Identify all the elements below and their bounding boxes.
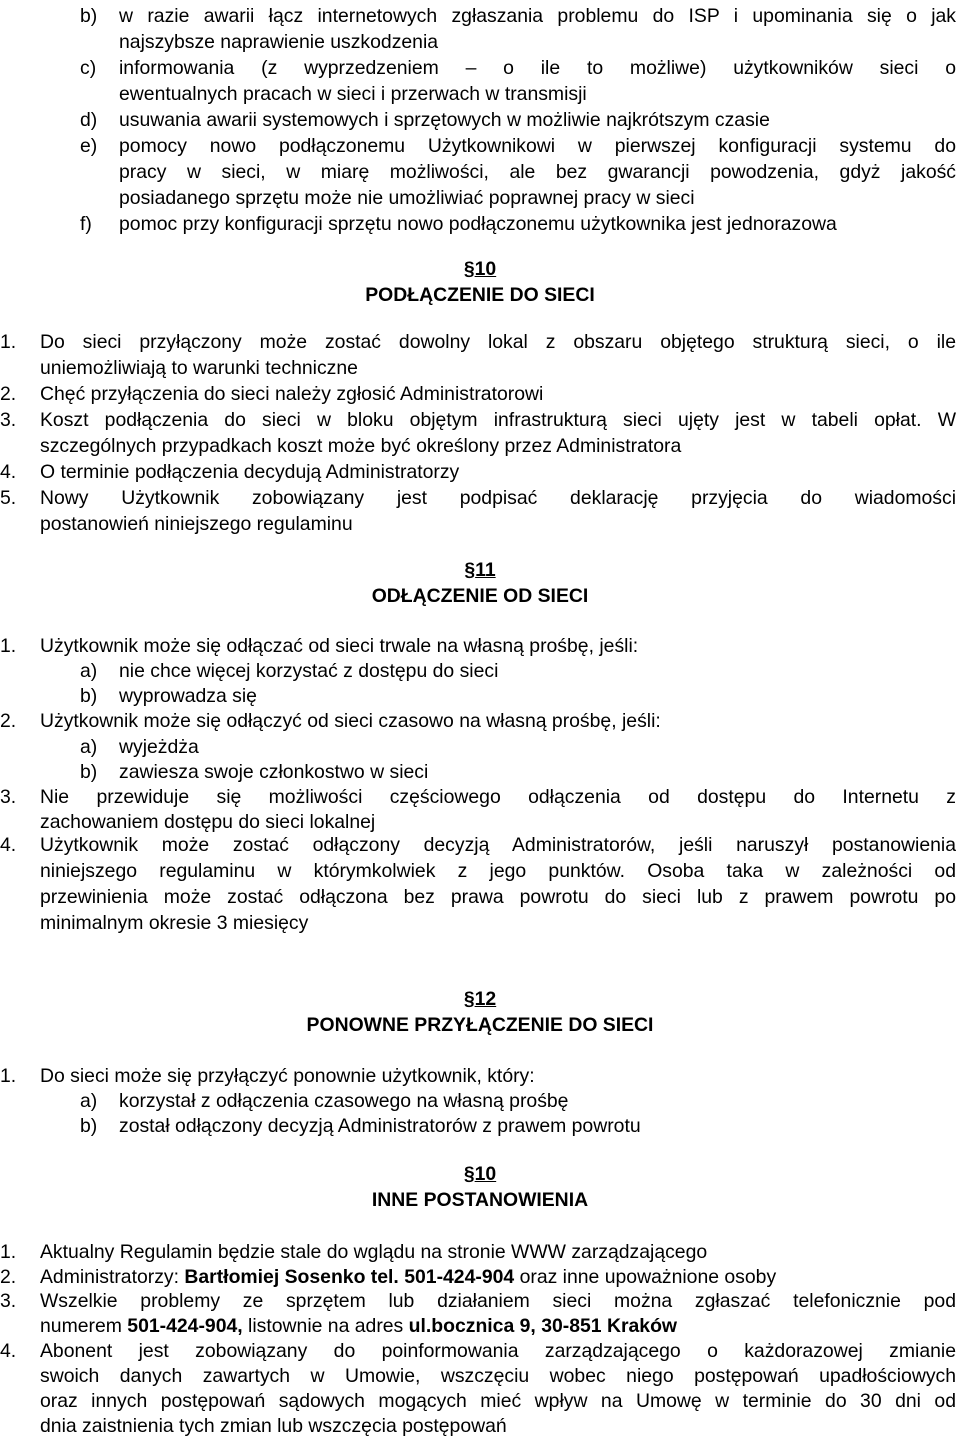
list-marker: 1. (0, 635, 17, 657)
list-marker: 3. (0, 409, 17, 431)
section-number-value: 10 (474, 258, 497, 280)
list-item-text: Nowy Użytkownik zobowiązany jest podpisać deklarację przyjęcia do wiadomości (40, 487, 956, 509)
list-item-text: usuwania awarii systemowych i sprzętowych w możliwie najkrótszym czasie (119, 109, 770, 131)
section-title: ODŁĄCZENIE OD SIECI (371, 585, 589, 607)
list-item-text: ewentualnych pracach w sieci i przerwach w transmisji (119, 83, 587, 105)
list-item-text: posiadanego sprzętu może nie umożliwiać poprawnej pracy w sieci (119, 187, 695, 209)
list-item-text: Do sieci przyłączony może zostać dowolny lokal z obszaru objętego strukturą sieci, o ile (40, 331, 956, 353)
list-item-text (40, 1313, 677, 1339)
list-item-text: Wszelkie problemy ze sprzętem lub działaniem sieci można zgłaszać telefonicznie pod (40, 1290, 956, 1312)
section-number: §11 (464, 559, 496, 581)
address-label: listownie na adres (242, 1315, 409, 1337)
list-marker: 2. (0, 710, 17, 732)
list-marker: e) (80, 135, 98, 157)
section-number-value: 12 (474, 988, 497, 1010)
phone-number: 501-424-904, (127, 1315, 243, 1337)
section-title: PODŁĄCZENIE DO SIECI (365, 284, 595, 306)
list-item-text: dnia zaistnienia tych zmian lub wszczęcia postępowań (40, 1415, 507, 1437)
list-item-text: niniejszego regulaminu w którymkolwiek z jego punktów. Osoba taka w zależności od (40, 860, 956, 882)
admin-label: Administratorzy: (40, 1266, 185, 1288)
list-item-text: O terminie podłączenia decydują Administratorzy (40, 461, 460, 483)
section-number-value: 10 (474, 1163, 497, 1185)
list-marker: 1. (0, 1241, 17, 1263)
list-marker: 2. (0, 383, 17, 405)
list-item-text: uniemożliwiają to warunki techniczne (40, 357, 358, 379)
admin-suffix: oraz inne upoważnione osoby (514, 1266, 777, 1288)
list-item-text: Nie przewiduje się możliwości częściowego odłączenia od dostępu do Internetu z (40, 786, 956, 808)
list-marker: 3. (0, 1290, 17, 1312)
list-marker: 3. (0, 786, 17, 808)
list-item-text: w razie awarii łącz internetowych zgłaszania problemu do ISP i upominania się o jak (119, 5, 956, 27)
list-marker: b) (80, 761, 98, 783)
section-number: §10 (463, 1163, 497, 1185)
list-item-text: wyjeżdża (119, 736, 199, 758)
list-item-text: zachowaniem dostępu do sieci lokalnej (40, 811, 376, 833)
list-item-text: minimalnym okresie 3 miesięcy (40, 912, 309, 934)
section-number: §10 (463, 258, 497, 280)
section-number-value: 11 (475, 559, 496, 581)
list-item-text: Do sieci może się przyłączyć ponownie użytkownik, który: (40, 1065, 535, 1087)
section-title: INNE POSTANOWIENIA (371, 1189, 589, 1211)
list-item-text: wyprowadza się (119, 685, 257, 707)
section-title: PONOWNE PRZYŁĄCZENIE DO SIECI (306, 1014, 654, 1036)
list-item-text: pomocy nowo podłączonemu Użytkownikowi w pierwszej konfiguracji systemu do (119, 135, 956, 157)
list-marker: 1. (0, 1065, 17, 1087)
list-marker: a) (80, 660, 98, 682)
list-item-text: swoich danych zawartych w Umowie, wszczęciu wobec niego postępowań upadłościowych (40, 1365, 956, 1387)
list-item-text: Koszt podłączenia do sieci w bloku objętym infrastrukturą sieci ujęty jest w tabeli opłat. W (40, 409, 956, 431)
list-item-text: najszybsze naprawienie uszkodzenia (119, 31, 439, 53)
phone-label: numerem (40, 1315, 128, 1337)
list-marker: b) (80, 1115, 98, 1137)
list-item-text: Użytkownik może się odłączać od sieci trwale na własną prośbę, jeśli: (40, 635, 639, 657)
list-marker: a) (80, 1090, 98, 1112)
list-item-text: informowania (z wyprzedzeniem – o ile to możliwe) użytkowników sieci o (119, 57, 956, 79)
list-item-text: został odłączony decyzją Administratorów z prawem powrotu (119, 1115, 641, 1137)
list-marker: c) (80, 57, 97, 79)
list-item-text: pomoc przy konfiguracji sprzętu nowo podłączonemu użytkownika jest jednorazowa (119, 213, 837, 235)
admin-name-phone: Bartłomiej Sosenko tel. 501-424-904 (184, 1266, 515, 1288)
list-marker: 2. (0, 1266, 17, 1288)
list-marker: b) (80, 5, 98, 27)
list-item-text: nie chce więcej korzystać z dostępu do sieci (119, 660, 499, 682)
list-marker: 1. (0, 331, 17, 353)
list-item-text: zawiesza swoje członkostwo w sieci (119, 761, 429, 783)
list-marker: 4. (0, 1340, 17, 1362)
list-item-text: postanowień niniejszego regulaminu (40, 513, 353, 535)
list-item-text: szczególnych przypadkach koszt może być określony przez Administratora (40, 435, 682, 457)
list-item-text: Użytkownik może zostać odłączony decyzją Administratorów, jeśli naruszył postanowienia (40, 834, 956, 856)
list-item-text: Użytkownik może się odłączyć od sieci czasowo na własną prośbę, jeśli: (40, 710, 661, 732)
list-item-text: pracy w sieci, w miarę możliwości, ale bez gwarancji powodzenia, gdyż jakość (119, 161, 956, 183)
list-item-text: korzystał z odłączenia czasowego na własną prośbę (119, 1090, 569, 1112)
list-item-text: Abonent jest zobowiązany do poinformowania zarządzającego o każdorazowej zmianie (40, 1340, 956, 1362)
list-marker: 5. (0, 487, 17, 509)
list-marker: d) (80, 109, 98, 131)
list-marker: b) (80, 685, 98, 707)
list-item-text: Chęć przyłączenia do sieci należy zgłosić Administratorowi (40, 383, 544, 405)
list-item-text (40, 1264, 776, 1290)
list-marker: a) (80, 736, 98, 758)
list-marker: 4. (0, 834, 17, 856)
postal-address: ul.bocznica 9, 30-851 Kraków (408, 1315, 678, 1337)
list-marker: 4. (0, 461, 17, 483)
list-item-text: oraz innych postępowań sądowych mogących mieć wpływ na Umowę w terminie do 30 dni od (40, 1390, 956, 1412)
list-item-text: Aktualny Regulamin będzie stale do wglądu na stronie WWW zarządzającego (40, 1241, 708, 1263)
list-marker: f) (80, 213, 92, 235)
section-number: §12 (463, 988, 497, 1010)
list-item-text: przewinienia może zostać odłączona bez prawa powrotu do sieci lub z prawem powrotu po (40, 886, 956, 908)
